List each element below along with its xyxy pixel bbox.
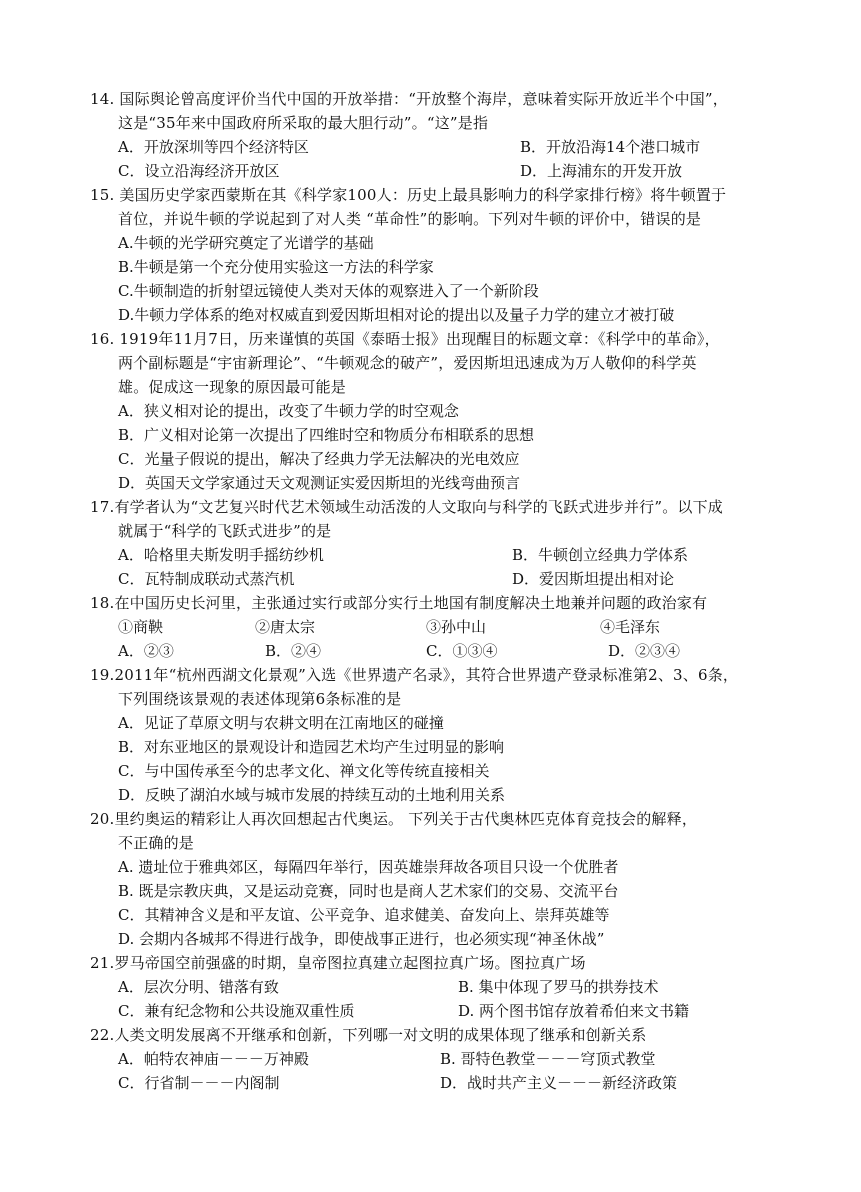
q17-option-a: A．哈格里夫斯发明手摇纺纱机	[118, 546, 324, 564]
q17-option-d: D．爱因斯坦提出相对论	[512, 570, 675, 588]
q17-option-c: C．瓦特制成联动式蒸汽机	[118, 570, 295, 588]
q22-option-d: D．战时共产主义－－－新经济政策	[440, 1074, 678, 1092]
q19-option-b: B．对东亚地区的景观设计和造园艺术均产生过明显的影响	[118, 738, 505, 756]
q16-stem-line-2: 两个副标题是“宇宙新理论”、“牛顿观念的破产”，爱因斯坦迅速成为万人敬仰的科学英	[118, 354, 697, 372]
q15-option-a: A.牛顿的光学研究奠定了光谱学的基础	[118, 234, 374, 252]
q15-option-b: B.牛顿是第一个充分使用实验这一方法的科学家	[118, 258, 434, 276]
q15-option-c: C.牛顿制造的折射望远镜使人类对天体的观察进入了一个新阶段	[118, 282, 539, 300]
q22-option-a: A．帕特农神庙－－－万神殿	[118, 1050, 309, 1068]
q21-option-d: D. 两个图书馆存放着希伯来文书籍	[458, 1002, 690, 1020]
q21-option-a: A．层次分明、错落有致	[118, 978, 279, 996]
q18-option-a: A．②③	[118, 642, 174, 660]
q22-stem-line-1: 22.人类文明发展离不开继承和创新，下列哪一对文明的成果体现了继承和创新关系	[90, 1026, 647, 1044]
q15-stem-line-1: 15. 美国历史学家西蒙斯在其《科学家100人：历史上最具影响力的科学家排行榜》将牛顿置于	[90, 186, 727, 204]
q15-stem-line-2: 首位，并说牛顿的学说起到了对人类 “革命性”的影响。下列对牛顿的评价中，错误的是	[118, 210, 702, 228]
q21-option-b: B. 集中体现了罗马的拱券技术	[458, 978, 659, 996]
q18-option-b: B．②④	[265, 642, 322, 660]
q14-option-a: A．开放深圳等四个经济特区	[118, 138, 309, 156]
q22-option-c: C．行省制－－－内阁制	[118, 1074, 280, 1092]
q17-option-b: B．牛顿创立经典力学体系	[512, 546, 689, 564]
q21-option-c: C．兼有纪念物和公共设施双重性质	[118, 1002, 355, 1020]
q14-stem-line-2: 这是“35年来中国政府所采取的最大胆行动”。“这”是指	[118, 114, 489, 132]
q20-stem-line-1: 20.里约奥运的精彩让人再次回想起古代奥运。 下列关于古代奥林匹克体育竞技会的解释，	[90, 810, 698, 828]
q20-stem-line-2: 不正确的是	[118, 834, 195, 852]
q20-option-d: D. 会期内各城邦不得进行战争，即使战事正进行，也必须实现“神圣休战”	[118, 930, 605, 948]
q20-option-c: C．其精神含义是和平友谊、公平竞争、追求健美、奋发向上、崇拜英雄等	[118, 906, 610, 924]
q17-stem-line-1: 17.有学者认为“文艺复兴时代艺术领域生动活泼的人文取向与科学的飞跃式进步并行”。以下成	[90, 498, 723, 516]
q20-option-a: A. 遗址位于雅典郊区，每隔四年举行，因英雄崇拜故各项目只设一个优胜者	[118, 858, 619, 876]
q18-item-3: ③孙中山	[426, 618, 487, 636]
q19-option-d: D．反映了湖泊水域与城市发展的持续互动的土地利用关系	[118, 786, 506, 804]
q19-option-a: A．见证了草原文明与农耕文明在江南地区的碰撞	[118, 714, 444, 732]
q16-option-c: C．光量子假说的提出，解决了经典力学无法解决的光电效应	[118, 450, 520, 468]
q14-option-d: D．上海浦东的开发开放	[520, 162, 683, 180]
q22-option-b: B. 哥特色教堂－－－穹顶式教堂	[440, 1050, 656, 1068]
q18-option-c: C．①③④	[426, 642, 498, 660]
q14-option-b: B．开放沿海14个港口城市	[520, 138, 701, 156]
q20-option-b: B. 既是宗教庆典，又是运动竞赛，同时也是商人艺术家们的交易、交流平台	[118, 882, 619, 900]
q18-item-1: ①商鞅	[118, 618, 164, 636]
q18-stem-line-1: 18.在中国历史长河里，主张通过实行或部分实行土地国有制度解决土地兼并问题的政治家有	[90, 594, 708, 612]
q19-option-c: C．与中国传承至今的忠孝文化、禅文化等传统直接相关	[118, 762, 490, 780]
q16-stem-line-3: 雄。促成这一现象的原因最可能是	[118, 378, 347, 396]
q17-stem-line-2: 就属于“科学的飞跃式进步”的是	[118, 522, 332, 540]
q18-item-4: ④毛泽东	[600, 618, 661, 636]
q14-option-c: C．设立沿海经济开放区	[118, 162, 280, 180]
q16-option-b: B．广义相对论第一次提出了四维时空和物质分布相联系的思想	[118, 426, 535, 444]
q16-option-a: A．狭义相对论的提出，改变了牛顿力学的时空观念	[118, 402, 459, 420]
q18-option-d: D．②③④	[608, 642, 681, 660]
q16-stem-line-1: 16. 1919年11月7日，历来谨慎的英国《泰晤士报》出现醒目的标题文章：《科学中的革命》，	[90, 330, 720, 348]
q18-item-2: ②唐太宗	[255, 618, 316, 636]
q19-stem-line-1: 19.2011年“杭州西湖文化景观”入选《世界遗产名录》，其符合世界遗产登录标准第2、3、6条，	[90, 666, 739, 684]
q19-stem-line-2: 下列围绕该景观的表述体现第6条标准的是	[118, 690, 402, 708]
q21-stem-line-1: 21.罗马帝国空前强盛的时期，皇帝图拉真建立起图拉真广场。图拉真广场	[90, 954, 586, 972]
q14-stem-line-1: 14. 国际舆论曾高度评价当代中国的开放举措：“开放整个海岸，意味着实际开放近半个中国”，	[90, 90, 728, 108]
q16-option-d: D．英国天文学家通过天文观测证实爱因斯坦的光线弯曲预言	[118, 474, 521, 492]
q15-option-d: D.牛顿力学体系的绝对权威直到爱因斯坦相对论的提出以及量子力学的建立才被打破	[118, 306, 675, 324]
